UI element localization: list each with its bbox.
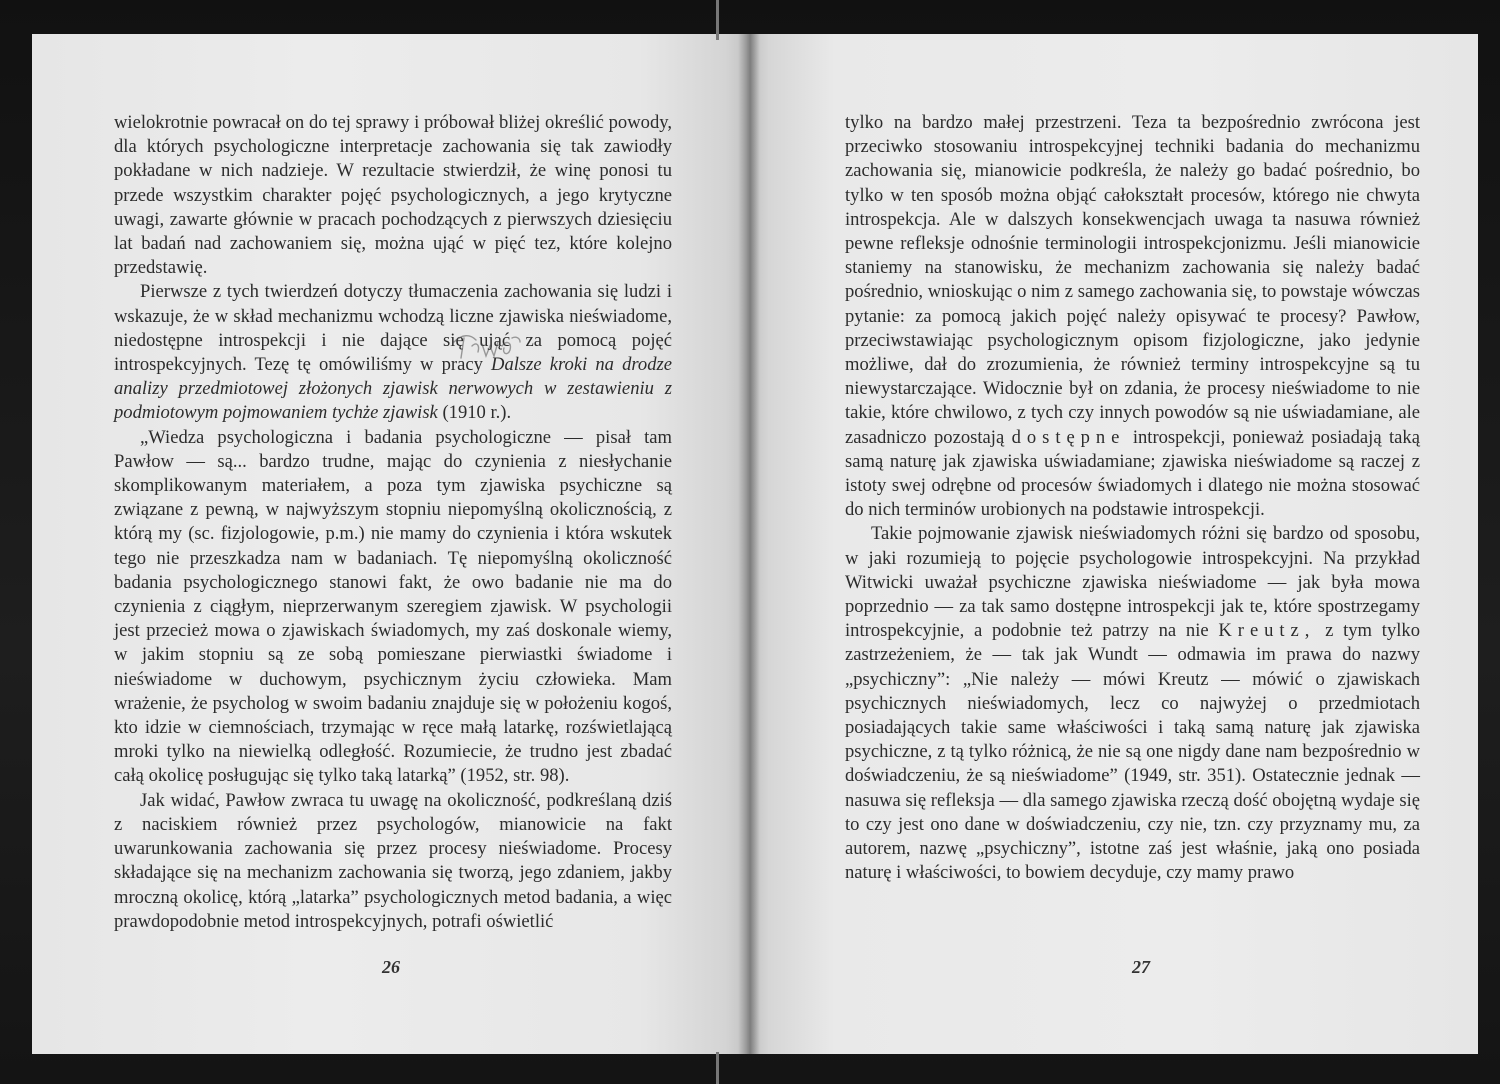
- quotation-paragraph: „Wiedza psychologiczna i badania psychologiczne — pisał tam Pawłow — są... bardzo trudne, mając do czynienia z niesłychanie skomplikowanym materiałem, a poza tym zjawiska psychiczne są związane z pewną, w najwyższym stopniu niepomyślną okolicznością, z którą my (sc. fizjologowie, p.m.) nie mamy do czynienia i która wskutek tego nie przeszkadza nam w badaniach. Tę niepomyślną okoliczność badania psychologicznego stanowi fakt, że owo badanie nie ma do czynienia z ciągłym, nieprzerwanym szeregiem zjawisk. W psychologii jest przecież mowa o zjawiskach świadomych, my zaś doskonale wiemy, w jakim stopniu są ze sobą pomieszane pierwiastki świadome i nieświadome w duchowym, psychicznym życiu człowieka. Mam wrażenie, że psycholog w swoim badaniu znajduje się w położeniu kogoś, kto idzie w ciemnościach, trzymając w ręce małą latarkę, rozświetlającą mroki tylko na niewielką odległość. Rozumiecie, że trudno jest zbadać całą okolicę posługując się tylko taką latarką” (1952, str. 98).: [114, 426, 672, 787]
- paragraph: [114, 280, 672, 425]
- cited-work-year: (1910 r.).: [442, 402, 512, 424]
- paragraph: Jak widać, Pawłow zwraca tu uwagę na okoliczność, podkreślaną dziś z naciskiem również przez psychologów, mianowicie na fakt uwarunkowania zachowania się przez procesy nieświadome. Procesy składające się na mechanizm zachowania się tworzą, jego zdaniem, jakby mroczną okolicę, którą „latarka” psychologicznych metod badania, a więc prawdopodobnie metod introspekcyjnych, potrafi oświetlić: [114, 789, 672, 932]
- page-number: 27: [1132, 957, 1150, 977]
- cited-work-title: Dalsze kroki na drodze analizy przedmiotowej złożonych zjawisk nerwowych w zestawieniu z podmiotowym pojmowaniem tychże zjawisk: [114, 354, 673, 424]
- emphasized-word: dostępne: [1011, 426, 1126, 448]
- paragraph: wielokrotnie powracał on do tej sprawy i próbował bliżej określić powody, dla których psychologiczne interpretacje zachowania się tak zawiodły pokładane w nich nadzieje. W rezultacie stwierdził, że winę ponosi tu przede wszystkim charakter pojęć psychologicznych, a jego krytyczne uwagi, zawarte głównie w pracach pochodzących z pierwszych dziesięciu lat badań nad zachowaniem się, można ująć w pięć tez, które kolejno przedstawię.: [114, 112, 672, 279]
- paragraph-text: Takie pojmowanie zjawisk nieświadomych różni się bardzo od sposobu, w jaki rozumieją to pojęcie psychologowie introspekcyjni. Na przykład Witwicki uważał psychiczne zjawiska nieświadome — jak była mowa poprzednio — za tak samo dostępne introspekcji jak te, które spostrzegamy introspekcyjnie, a podobnie też patrzy na nie: [845, 523, 1420, 642]
- paragraph: [845, 111, 1420, 522]
- handwritten-annotation: [450, 328, 524, 364]
- left-page: [32, 34, 747, 1054]
- right-page-text: [845, 111, 1420, 886]
- paragraph-text: z tym tylko zastrzeżeniem, że — tak jak Wundt — odmawia im prawa do nazwy „psychiczny”: „Nie należy — mówi Kreutz — mówić o zjawiskach psychicznych nieświadomych, lecz co najwyżej o przedmiotach posiadających takie same właściwości i taką samą naturę jak zjawiska psychiczne, z tą tylko różnicą, że nie są one nigdy dane nam bezpośrednio w doświadczeniu, że są nieświadome” (1949, str. 351). Ostatecznie jednak — nasuwa się refleksja — dla samego zjawiska rzeczą dość obojętną wydaje się to czy jest ono dane w doświadczeniu, czy nie, tzn. czy przyznamy mu, za autorem, nazwę „psychiczny”, istotne zaś jest właśnie, jaką ono posiada naturę i właściwości, to bowiem decyduje, czy mamy prawo: [845, 620, 1421, 884]
- paragraph-text: Pierwsze z tych twierdzeń dotyczy tłumaczenia zachowania się ludzi i wskazuje, że w skład mechanizmu wchodzą liczne zjawiska nieświadome, niedostępne introspekcji i nie dające się ująć za pomocą pojęć introspekcyjnych. Tezę tę omówiliśmy w pracy: [114, 281, 672, 376]
- binding-thread: [716, 0, 719, 40]
- binding-thread: [716, 1052, 719, 1084]
- left-page-text: [114, 111, 672, 934]
- paragraph-text: tylko na bardzo małej przestrzeni. Teza ta bezpośrednio zwrócona jest przeciwko stosowaniu introspekcyjnej techniki badania do mechanizmu zachowania się, mianowicie podkreśla, że należy go badać pośrednio, bo tylko w ten sposób można objąć całokształt procesów, którego nie chwyta introspekcja. Ale w dalszych konsekwencjach uwaga ta nasuwa również pewne refleksje odnośnie terminologii introspekcjonizmu. Jeśli mianowicie staniemy na stanowisku, że mechanizm zachowania się należy badać pośrednio, wnioskując o nim z samego zachowania się, to powstaje wówczas pytanie: za pomocą jakich pojęć należy opisywać te procesy? Pawłow, przeciwstawiając psychologicznym opisom fizjologiczne, jako jedynie możliwe, dał do zrozumienia, że również terminy introspekcyjne są tu niewystarczające. Widocznie był on zdania, że procesy nieświadome to nie takie, które chwilowo, z tych czy innych powodów są nie uświadamiane, ale zasadniczo pozostają: [845, 112, 1420, 448]
- open-book: [32, 34, 1478, 1054]
- paragraph-text: introspekcji, ponieważ posiadają taką samą naturę jak zjawiska uświadamiane; zjawiska nieświadome są raczej z istoty swej odrębne od procesów świadomych i dlatego nie można stosować do nich terminów urobionych na podstawie introspekcji.: [845, 426, 1420, 521]
- emphasized-name: Kreutz,: [1218, 620, 1316, 642]
- paragraph: [845, 522, 1420, 885]
- right-page: [747, 34, 1478, 1054]
- page-number: 26: [382, 957, 400, 977]
